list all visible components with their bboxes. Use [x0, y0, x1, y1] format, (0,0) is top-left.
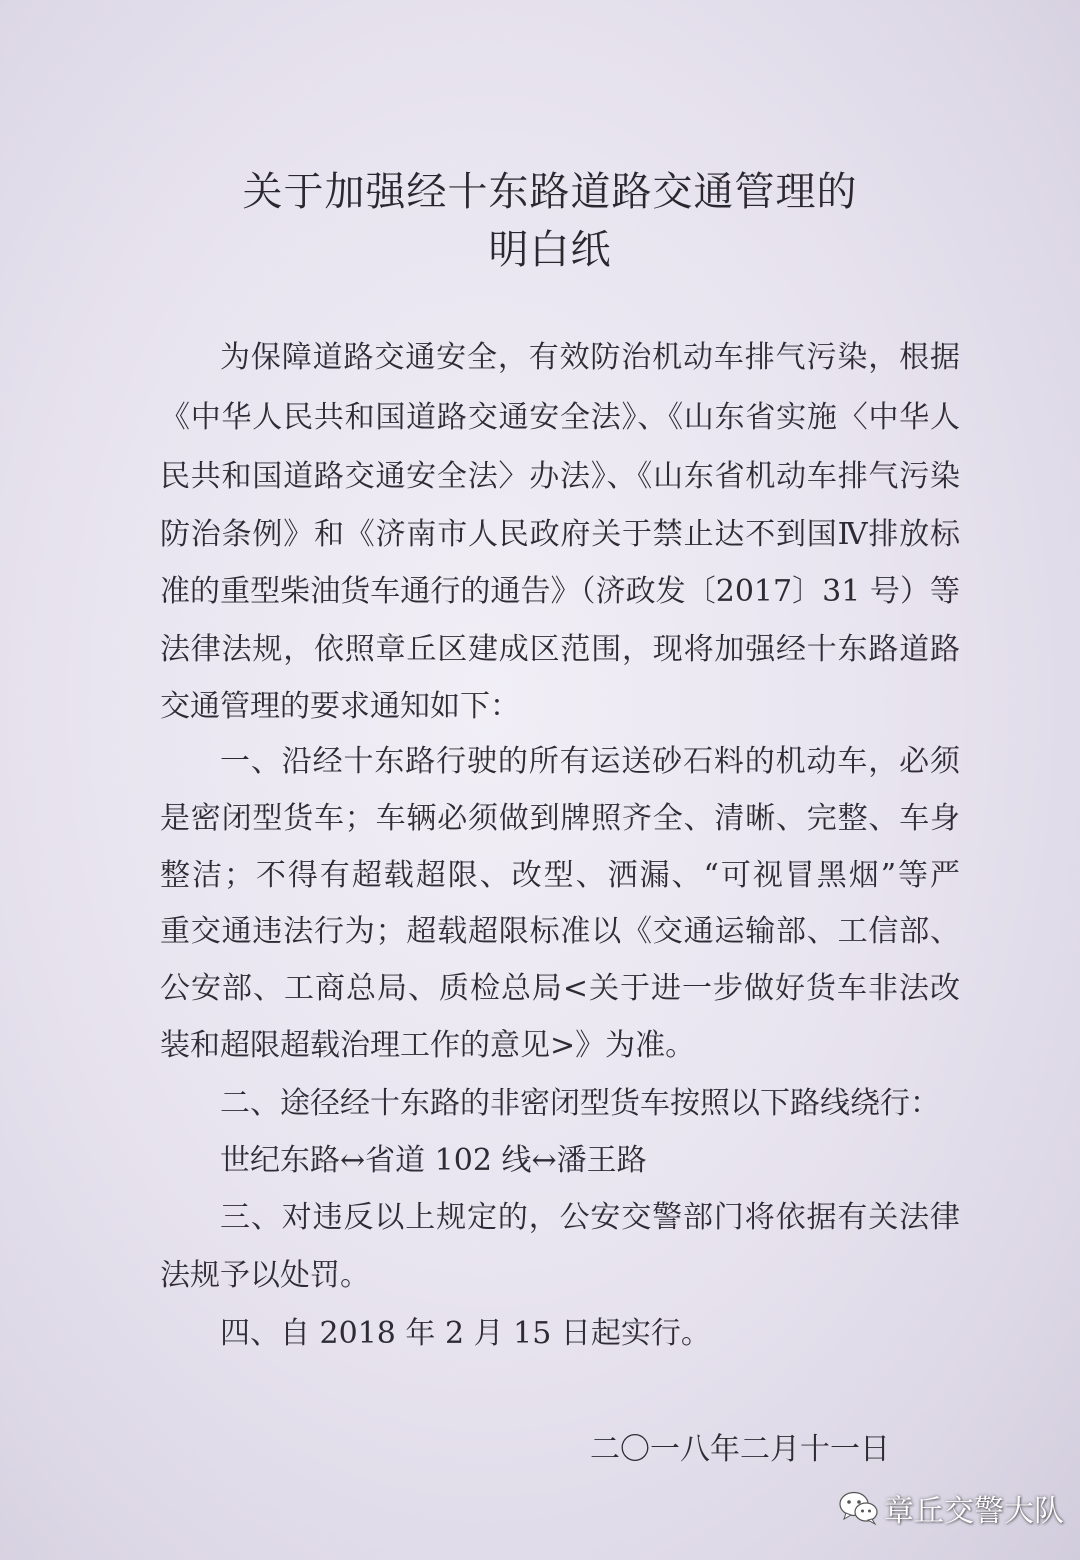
- body-line: 《中华人民共和国道路交通安全法》、《山东省实施〈中华人: [160, 400, 960, 435]
- body-line: 公安部、工商总局、质检总局<关于进一步做好货车非法改: [160, 971, 960, 1006]
- body-line: 准的重型柴油货车通行的通告》（济政发〔2017〕31 号）等: [160, 574, 960, 609]
- document-title-line-2: 明白纸: [488, 227, 612, 273]
- watermark-label: 章丘交警大队: [884, 1494, 1064, 1529]
- body-line: 交通管理的要求通知如下：: [160, 689, 520, 724]
- body-line: 一、沿经十东路行驶的所有运送砂石料的机动车，必须: [220, 744, 960, 779]
- wechat-icon: [838, 1490, 880, 1526]
- body-line: 防治条例》和《济南市人民政府关于禁止达不到国Ⅳ排放标: [160, 517, 960, 552]
- body-line: 二、途径经十东路的非密闭型货车按照以下路线绕行：: [220, 1086, 940, 1121]
- body-line: 是密闭型货车；车辆必须做到牌照齐全、清晰、完整、车身: [160, 801, 960, 836]
- body-line: 四、自 2018 年 2 月 15 日起实行。: [220, 1316, 711, 1351]
- body-line: 为保障道路交通安全，有效防治机动车排气污染，根据: [220, 340, 960, 375]
- body-line: 三、对违反以上规定的，公安交警部门将依据有关法律: [220, 1200, 960, 1235]
- body-line: 装和超限超载治理工作的意见>》为准。: [160, 1028, 696, 1063]
- body-line: 整洁；不得有超载超限、改型、洒漏、“可视冒黑烟”等严: [160, 858, 960, 893]
- document-title-line-1: 关于加强经十东路道路交通管理的: [242, 169, 858, 215]
- body-line: 法规予以处罚。: [160, 1258, 370, 1293]
- body-line: 重交通违法行为；超载超限标准以《交通运输部、工信部、: [160, 914, 960, 949]
- document-date: 二〇一八年二月十一日: [590, 1432, 890, 1467]
- route-line: 世纪东路↔省道 102 线↔潘王路: [220, 1143, 647, 1178]
- account-watermark: [838, 1486, 1064, 1530]
- body-line: 民共和国道路交通安全法〉办法》、《山东省机动车排气污染: [160, 459, 960, 494]
- body-line: 法律法规，依照章丘区建成区范围，现将加强经十东路道路: [160, 632, 960, 667]
